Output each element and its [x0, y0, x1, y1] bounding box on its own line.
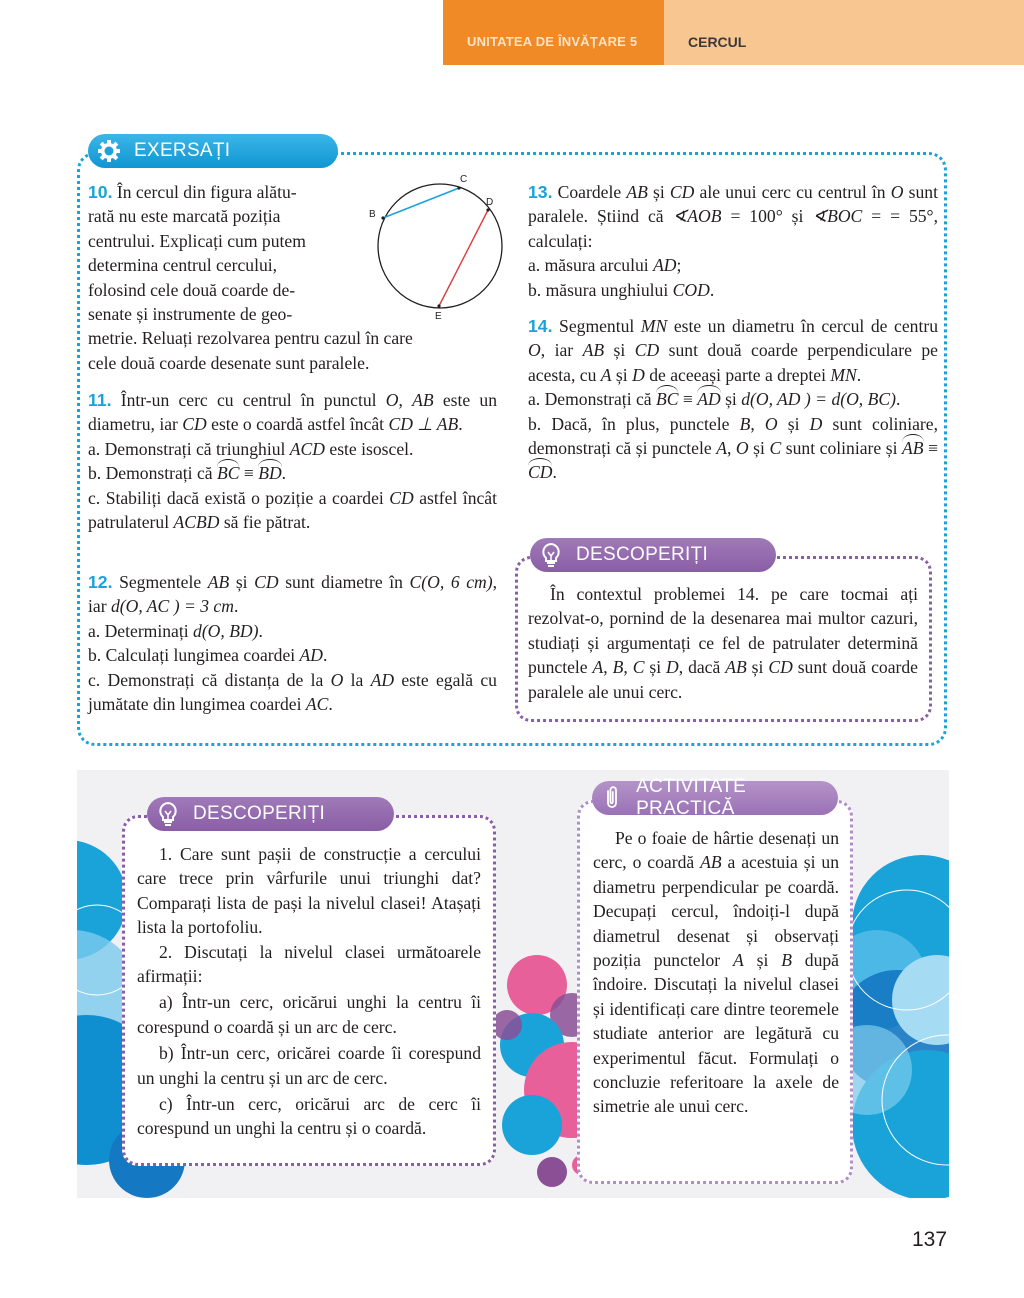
exersati-title: EXERSAȚI	[134, 140, 231, 161]
subpoint-b: b. Dacă, în plus, punctele B, O și D sunt coliniare, demonstrați că și punctele A, O și C sunt coliniare și AB ≡ CD.	[528, 412, 938, 485]
problem-13: 13. Coardele AB și CD ale unui cerc cu centrul în O sunt paralele. Știind că ∢AOB = 100° și ∢BOC = = 55°, calculați: a. măsura arcului AD; b. măsura unghiului COD.	[528, 180, 938, 302]
problem-text: cele două coarde desenate sunt paralele.	[88, 352, 370, 373]
problem-text: senate și instrumente de geo-	[88, 304, 293, 325]
problem-number: 14.	[528, 316, 553, 336]
subpoint-c: c. Stabiliți dacă există o poziție a coardei CD astfel încât patrulaterul ACBD să fie pătrat.	[88, 487, 498, 533]
problem-text: centrului. Explicați cum putem	[88, 230, 306, 251]
problem-11: 11. Într-un cerc cu centrul în punctul O, AB este un diametru, iar CD este o coardă astfel încât CD ⊥ AB. a. Demonstrați că triunghiul ACD este isoscel. b. Demonstrați că BC ≡ BD. c. Stabiliți dacă există o poziție a coardei CD astfel încât patrulaterul ACBD să fie pătrat.	[88, 388, 497, 534]
subpoint-a: a. măsura arcului AD;	[528, 255, 682, 276]
problem-text: În cercul din figura alătu-	[116, 182, 297, 202]
subpoint-b: b. măsura unghiului COD.	[528, 279, 715, 300]
page-header	[443, 0, 1024, 65]
problem-text: rată nu este marcată poziția	[88, 206, 281, 227]
chord-bc	[383, 188, 459, 218]
problem-12: 12. Segmentele AB și CD sunt diametre în C(O, 6 cm), iar d(O, AC ) = 3 cm. a. Determinați d(O, BD). b. Calculați lungimea coardei AD. c. Demonstrați că distanța de la O la AD este egală cu jumătate din lungimea coardei AC.	[88, 570, 497, 716]
subpoint-b: b. Demonstrați că BC ≡ BD.	[88, 461, 497, 485]
subpoint-a: a. Demonstrați că triunghiul ACD este isoscel.	[88, 438, 414, 459]
problem-number: 13.	[528, 182, 553, 202]
problem-text: metrie. Reluați rezolvarea pentru cazul în care	[88, 328, 413, 349]
page-number: 137	[912, 1228, 948, 1251]
paragraph: a) Într-un cerc, oricărui unghi la centru îi corespund o coardă și un arc de cerc.	[137, 992, 481, 1037]
point-e	[437, 304, 440, 307]
problem-text: determina centrul cercului,	[88, 255, 278, 276]
problem-number: 12.	[88, 572, 113, 592]
descoperiti-2-text	[137, 842, 481, 1141]
unit-label: UNITATEA DE ÎNVĂȚARE 5	[443, 0, 664, 65]
label-d: D	[486, 197, 494, 208]
label-e: E	[435, 311, 442, 320]
activitate-practica-text: Pe o foaie de hârtie desenați un cerc, o coardă AB a acestuia și un diametru perpendicular pe coardă. Decupați cercul, îndoiți-l după diametrul desenat și observați poziția punctelor A și B după îndoire. Discutați la nivelul clasei și identificați care dintre teoremele studiate anterior are legătură cu experimentul făcut. Formulați o concluzie referitoare la axele de simetrie ale unui cerc.	[593, 828, 839, 1117]
lightbulb-icon	[534, 538, 568, 572]
problem-14: 14. Segmentul MN este un diametru în cercul de centru O, iar AB și CD sunt două coarde perpendiculare pe acesta, cu A și D de aceeași parte a dreptei MN. a. Demonstrați că BC ≡ AD și d(O, AD ) = d(O, BC). b. Dacă, în plus, punctele B, O și D sunt coliniare, demonstrați că și punctele A, O și C sunt coliniare și AB ≡ CD.	[528, 314, 938, 485]
problem-number: 11.	[88, 390, 112, 410]
point-b	[381, 216, 384, 219]
descoperiti-banner-1	[530, 538, 776, 572]
point-d	[486, 208, 489, 211]
subpoint-b: b. Calculați lungimea coardei AD.	[88, 645, 328, 666]
exersati-banner	[88, 134, 338, 168]
subpoint-c: c. Demonstrați că distanța de la O la AD este egală cu jumătate din lungimea coardei AC.	[88, 669, 497, 715]
problem-number: 10.	[88, 182, 113, 202]
paragraph: c) Într-un cerc, oricărui arc de cerc îi corespund un unghi la centru și o coardă.	[137, 1094, 481, 1139]
gear-icon	[92, 134, 126, 168]
activitate-practica-title: ACTIVITATE PRACTICĂ	[636, 776, 747, 819]
subpoint-a: a. Demonstrați că BC ≡ AD și d(O, AD ) = d(O, BC).	[528, 387, 938, 411]
activitate-practica-banner	[592, 776, 838, 819]
subpoint-a: a. Determinați d(O, BD).	[88, 620, 263, 641]
paragraph: 1. Care sunt pașii de construcție a cercului care trece prin vârfurile unui triunghi dat? Comparați lista de pași la nivelul clasei! Atașați lista la portofoliu.	[137, 844, 481, 938]
point-c	[457, 186, 460, 189]
circle-chords-figure	[364, 170, 509, 320]
label-b: B	[369, 209, 376, 220]
chord-de	[439, 210, 488, 306]
paragraph: b) Într-un cerc, oricărei coarde îi corespund un unghi la centru și un arc de cerc.	[137, 1043, 481, 1088]
paragraph: 2. Discutați la nivelul clasei următoarele afirmații:	[137, 941, 481, 987]
chapter-label: CERCUL	[664, 0, 1024, 65]
descoperiti-banner-2	[147, 797, 394, 831]
paperclip-icon	[596, 781, 628, 815]
descoperiti-1-text: În contextul problemei 14. pe care tocmai ați rezolvat-o, pornind de la desenarea mai multor cazuri, studiați și argumentați ce fel de patrulater determină punctele A, B, C și D, dacă AB și CD sunt două coarde paralele ale unui cerc.	[528, 584, 918, 702]
descoperiti-title: DESCOPERIȚI	[576, 544, 709, 565]
circle-outline	[378, 184, 502, 308]
descoperiti-title: DESCOPERIȚI	[193, 803, 326, 824]
lightbulb-icon	[151, 797, 185, 831]
problem-text: folosind cele două coarde de-	[88, 279, 296, 300]
label-c: C	[460, 174, 468, 185]
